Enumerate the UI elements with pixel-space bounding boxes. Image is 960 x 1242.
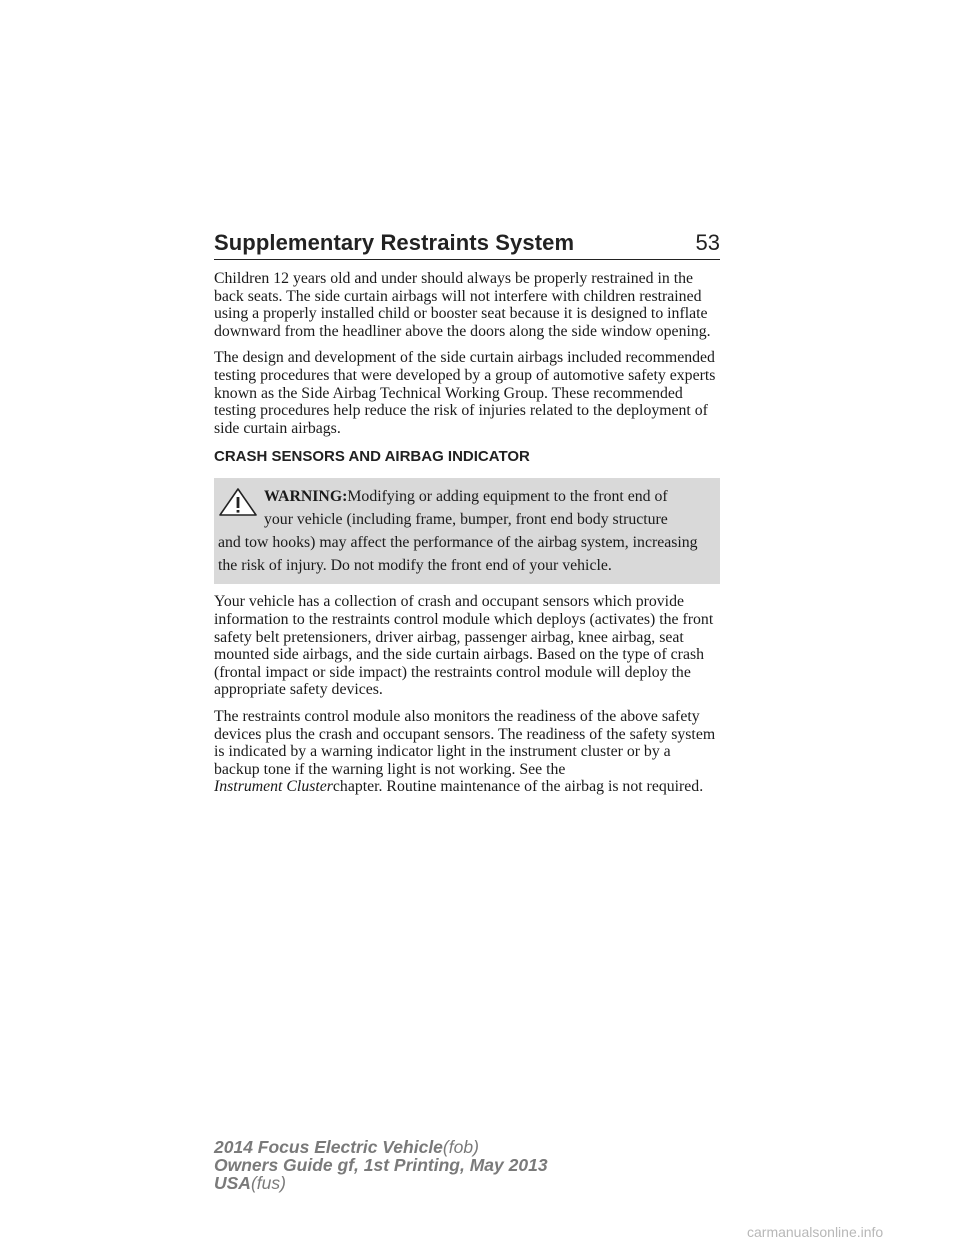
footer-vehicle-code: (fob) xyxy=(442,1137,479,1157)
paragraph-crash-sensors: Your vehicle has a collection of crash and occupant sensors which provide information to the restraints control module which deploys (activates) the front safety belt pretensioners, driver airbag, passenger airbag, knee airbag, seat mounted side airbags, and the side curtain airbags. Based on the type of crash (frontal impact or side impact) the restraints control module will deploy the appropriate safety devices. xyxy=(214,593,714,699)
chapter-title: Supplementary Restraints System xyxy=(214,230,575,255)
watermark: carmanualsonline.info xyxy=(747,1224,884,1240)
paragraph-restraints-module xyxy=(214,708,720,796)
page-number: 53 xyxy=(695,230,720,255)
footer-vehicle: 2014 Focus Electric Vehicle xyxy=(214,1137,443,1157)
manual-page xyxy=(214,230,720,805)
footer-line1 xyxy=(214,1138,548,1156)
paragraph-design-development: The design and development of the side curtain airbags included recommended testing procedures that were developed by a group of automotive safety experts known as the Side Airbag Technical Working Group. These recommended testing procedures help reduce the risk of injuries related to the deployment of side curtain airbags. xyxy=(214,349,716,437)
warning-text-rest: and tow hooks) may affect the performance of the airbag system, increasing the risk of injury. Do not modify the front end of your vehicle. xyxy=(218,534,698,575)
warning-text-line1: Modifying or adding equipment to the front end of xyxy=(347,488,668,506)
paragraph-restraints-text: The restraints control module also monitors the readiness of the above safety devices plus the crash and occupant sensors. The readiness of the safety system is indicated by a warning indicator light in the instrument cluster or by a backup tone if the warning light is not working. See the xyxy=(214,707,716,778)
footer-line3 xyxy=(214,1174,548,1192)
page-footer xyxy=(214,1138,548,1192)
footer-market: USA xyxy=(214,1173,251,1193)
warning-box xyxy=(214,478,720,584)
section-heading: CRASH SENSORS AND AIRBAG INDICATOR xyxy=(214,448,530,466)
warning-first-lines xyxy=(218,485,714,531)
warning-triangle-icon xyxy=(218,487,258,517)
warning-label: WARNING: xyxy=(264,488,348,506)
page-header xyxy=(214,230,720,260)
footer-line2: Owners Guide gf, 1st Printing, May 2013 xyxy=(214,1155,548,1175)
paragraph-restraints-end: chapter. Routine maintenance of the airbag is not required. xyxy=(332,778,704,796)
instrument-cluster-reference: Instrument Cluster xyxy=(214,778,333,796)
footer-market-code: (fus) xyxy=(250,1173,286,1193)
paragraph-children-restraint: Children 12 years old and under should always be properly restrained in the back seats. The side curtain airbags will not interfere with children restrained using a properly installed child or booster seat because it is designed to inflate downward from the headliner above the doors along the side window opening. xyxy=(214,270,711,340)
warning-text-line2: your vehicle (including frame, bumper, front end body structure xyxy=(264,511,668,529)
